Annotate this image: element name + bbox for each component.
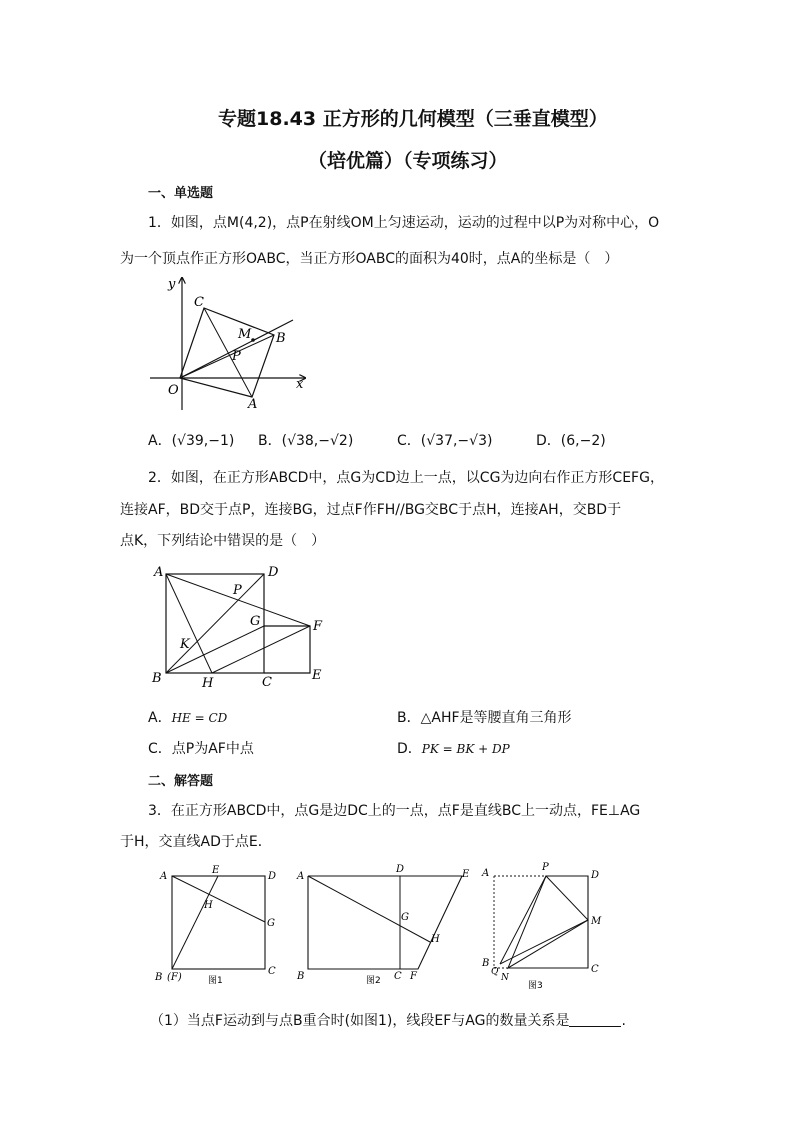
- q2-fig-P-label: P: [233, 583, 242, 598]
- q2-option-a-label: A．: [148, 710, 172, 726]
- q3-fig1-A-label: A: [160, 871, 168, 882]
- q3-fig1-H-label: H: [204, 900, 213, 911]
- q3-fig2-F-label: F: [410, 971, 417, 982]
- q1-option-c: [397, 430, 492, 450]
- q3-fig2-G-label: G: [401, 912, 409, 923]
- q1-option-a: [148, 430, 234, 450]
- q1-fig-O-label: O: [168, 383, 179, 398]
- q1-fig-x-label: x: [296, 377, 304, 392]
- q3-fig1-F-label: (F): [167, 972, 182, 983]
- section-heading-single-choice: 一、单选题: [148, 186, 214, 201]
- q3-fig3-M-label: M: [591, 916, 602, 927]
- q2-fig-K-label: K: [180, 637, 190, 652]
- q1-option-d: [536, 430, 606, 450]
- q3-fig3-D-label: D: [591, 870, 600, 881]
- q3-fig1-B-label: B: [155, 972, 163, 983]
- q2-fig-H-label: H: [202, 676, 214, 691]
- q2-option-c-label: C．: [148, 741, 172, 757]
- page-title: 专题18.43 正方形的几何模型（三垂直模型）: [218, 108, 608, 130]
- q2-option-c: [148, 738, 254, 758]
- q3-sub1-text: （1）当点F运动到与点B重合时(如图1)，线段EF与AG的数量关系是: [150, 1013, 570, 1029]
- q2-text-line2: 连接AF，BD交于点P，连接BG，过点F作FH//BG交BC于点H，连接AH，交BD于: [120, 502, 622, 518]
- q1-option-c-label: C．: [397, 433, 421, 449]
- q1-fig-M-label: M: [238, 327, 252, 342]
- q1-fig-B-label: B: [276, 331, 286, 346]
- q1-option-a-label: A．: [148, 433, 172, 449]
- q1-option-b: [258, 430, 353, 450]
- q1-option-d-label: D．: [536, 433, 561, 449]
- q3-fig1-caption: 图1: [208, 976, 223, 986]
- q3-fig1-D-label: D: [268, 871, 277, 882]
- q2-option-c-value: 点P为AF中点: [171, 741, 254, 757]
- q3-sub1-answer-blank[interactable]: [569, 1012, 621, 1027]
- q2-fig-G-label: G: [250, 614, 261, 629]
- q3-fig3-P-label: P: [542, 862, 549, 873]
- q3-text-line1: 3．在正方形ABCD中，点G是边DC上的一点，点F是直线BC上一动点，FE⊥AG: [148, 803, 641, 819]
- q3-fig3-caption: 图3: [528, 981, 543, 991]
- q2-fig-C-label: C: [262, 675, 272, 690]
- q3-fig2-A-label: A: [297, 871, 305, 882]
- q1-text-line2: 为一个顶点作正方形OABC，当正方形OABC的面积为40时，点A的坐标是（ ）: [120, 251, 619, 267]
- q1-fig-C-label: C: [194, 295, 204, 310]
- q2-option-d: [397, 738, 510, 758]
- q2-option-a-value: HE = CD: [171, 711, 228, 725]
- q3-fig2-E-label: E: [462, 869, 470, 880]
- q3-fig3-Q-label: Q: [491, 967, 499, 977]
- q1-option-c-value: (√37,−√3): [420, 433, 493, 449]
- q2-text-line3: 点K，下列结论中错误的是（ ）: [120, 533, 326, 549]
- q1-fig-A-label: A: [248, 397, 258, 412]
- q2-option-b-label: B．: [397, 710, 421, 726]
- q3-figure-1: [150, 862, 285, 987]
- q1-fig-y-label: y: [168, 277, 176, 292]
- q1-text-line1: 1．如图，点M(4,2)，点P在射线OM上匀速运动，运动的过程中以P为对称中心，O: [148, 215, 660, 231]
- q3-fig3-A-label: A: [482, 868, 490, 879]
- q3-fig3-N-label: N: [501, 973, 509, 983]
- q1-fig-P-label: P: [232, 349, 241, 364]
- q3-fig1-E-label: E: [212, 865, 220, 876]
- q3-fig1-G-label: G: [267, 918, 275, 929]
- q1-option-a-value: (√39,−1): [171, 433, 235, 449]
- q3-fig2-H-label: H: [431, 934, 440, 945]
- section-heading-answer-questions: 二、解答题: [148, 774, 214, 789]
- q3-fig2-caption: 图2: [366, 976, 381, 986]
- q2-fig-F-label: F: [313, 619, 323, 634]
- q2-option-b: [397, 707, 572, 727]
- q3-sub1-period: .: [621, 1013, 626, 1029]
- q3-fig2-C-label: C: [394, 971, 402, 982]
- q2-fig-A-label: A: [154, 565, 164, 580]
- q3-sub1: [150, 1010, 626, 1030]
- q1-option-d-value: (6,−2): [560, 433, 606, 449]
- q2-figure: [140, 560, 340, 695]
- q3-fig1-C-label: C: [268, 966, 276, 977]
- q3-text-line2: 于H，交直线AD于点E．: [120, 834, 272, 850]
- q2-fig-D-label: D: [268, 565, 279, 580]
- q2-text-line1: 2．如图，在正方形ABCD中，点G为CD边上一点，以CG为边向右作正方形CEFG，: [148, 470, 664, 486]
- q2-option-a: [148, 707, 227, 727]
- q3-fig2-D-label: D: [396, 864, 405, 875]
- q3-figure-3: [478, 858, 608, 993]
- q2-fig-E-label: E: [312, 668, 322, 683]
- q1-option-b-label: B．: [258, 433, 282, 449]
- q2-fig-B-label: B: [152, 671, 162, 686]
- q3-figure-2: [290, 862, 475, 987]
- page-subtitle: （培优篇）（专项练习）: [308, 150, 508, 172]
- q1-figure: [140, 270, 320, 415]
- q3-fig2-B-label: B: [297, 971, 305, 982]
- q2-option-b-value: △AHF是等腰直角三角形: [420, 710, 572, 726]
- q2-option-d-label: D．: [397, 741, 422, 757]
- q2-option-d-value: PK = BK + DP: [421, 742, 510, 756]
- q3-fig3-B-label: B: [482, 958, 490, 969]
- q3-fig3-C-label: C: [591, 964, 599, 975]
- q1-option-b-value: (√38,−√2): [281, 433, 354, 449]
